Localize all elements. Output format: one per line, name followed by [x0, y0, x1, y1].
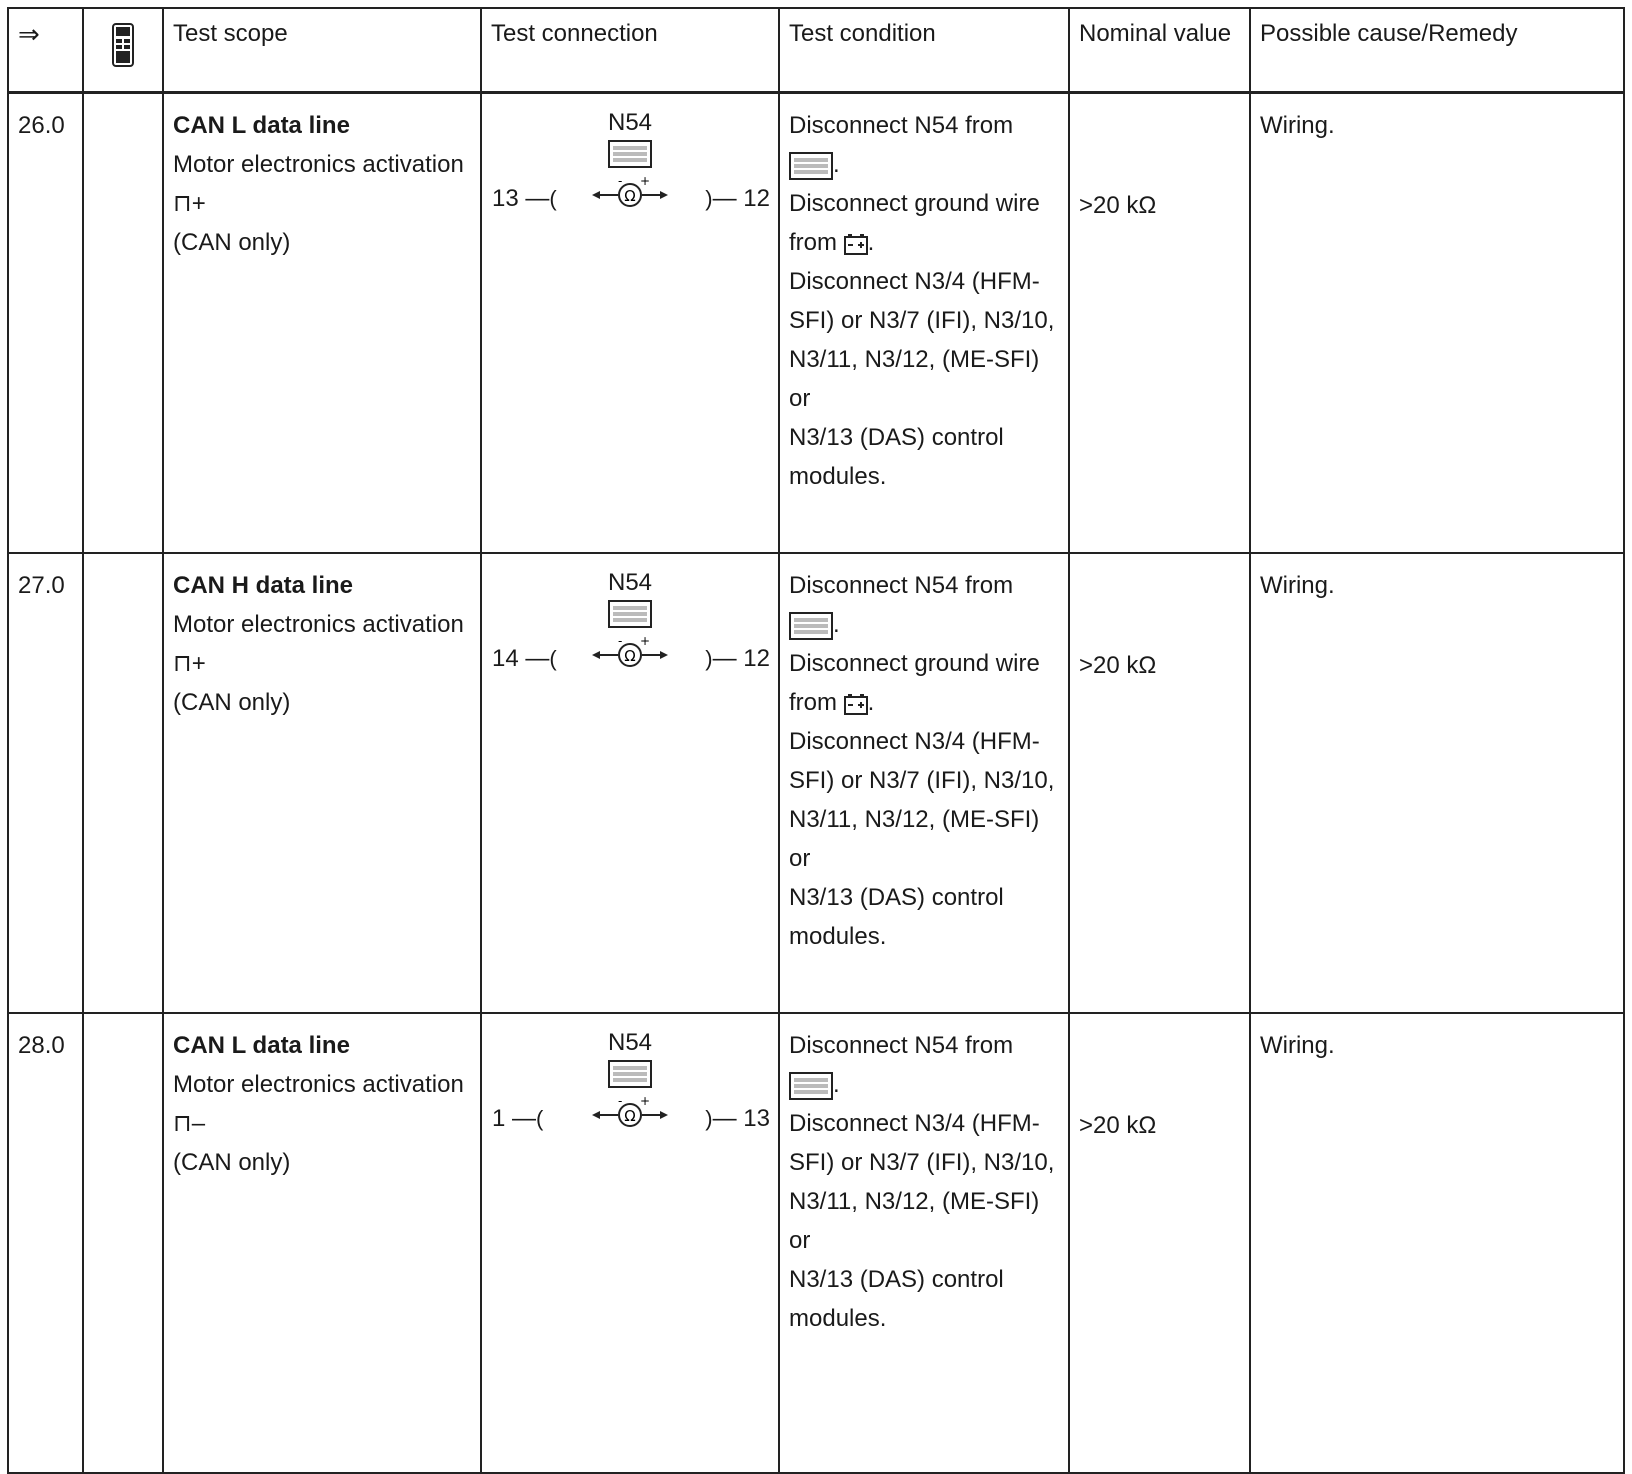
scope-title: CAN L data line: [173, 1032, 350, 1059]
connector-plug-icon: (: [536, 1106, 544, 1131]
connector-plug-icon: ): [705, 186, 713, 211]
module-label: N54: [607, 569, 653, 596]
module-label: N54: [607, 1029, 653, 1056]
test-procedure-table: [7, 7, 1625, 1474]
header-nominal-value: Nominal value: [1069, 8, 1250, 93]
condition-line: SFI) or N3/7 (IFI), N3/10,: [789, 1149, 1055, 1176]
svg-text:-: -: [618, 176, 623, 188]
svg-text:Ω: Ω: [624, 187, 636, 205]
test-condition-cell: [779, 93, 1069, 554]
pin-right: )— 12: [705, 185, 770, 212]
connector-plug-icon: (: [549, 646, 557, 671]
control-module-icon: [789, 152, 833, 180]
svg-text:-: -: [618, 636, 623, 648]
condition-line: SFI) or N3/7 (IFI), N3/10,: [789, 767, 1055, 794]
condition-line: Disconnect N3/4 (HFM-: [789, 728, 1040, 755]
condition-line: Disconnect ground wire: [789, 650, 1040, 677]
svg-text:Ω: Ω: [624, 1107, 636, 1125]
tester-cell: [83, 1013, 163, 1473]
test-connection-cell: [481, 1013, 779, 1473]
condition-line: from .: [789, 229, 875, 256]
table-row: [8, 93, 1624, 554]
battery-icon: [844, 693, 868, 715]
pin-left-number: 14: [492, 645, 519, 672]
condition-line: SFI) or N3/7 (IFI), N3/10,: [789, 307, 1055, 334]
svg-text:-: -: [618, 1096, 623, 1108]
condition-line: N3/13 (DAS) control: [789, 424, 1004, 451]
condition-line: from .: [789, 689, 875, 716]
battery-icon: [844, 233, 868, 255]
svg-text:+: +: [640, 636, 651, 648]
pin-right: )— 12: [705, 645, 770, 672]
svg-text:+: +: [640, 1096, 651, 1108]
scope-symbol: ⊓–: [173, 1110, 206, 1137]
tester-cell: [83, 93, 163, 554]
control-module-icon: [608, 140, 652, 168]
ohmmeter-icon: [590, 1096, 670, 1130]
condition-line: Disconnect N54 from .: [789, 572, 1014, 638]
condition-line: Disconnect N54 from .: [789, 1032, 1014, 1098]
remedy-cell: Wiring.: [1250, 553, 1624, 1013]
connector-plug-icon: (: [549, 186, 557, 211]
connector-plug-icon: ): [705, 646, 713, 671]
ohmmeter-icon: [590, 636, 670, 670]
scope-line: Motor electronics activation: [173, 611, 464, 638]
condition-line: N3/11, N3/12, (ME-SFI) or: [789, 806, 1040, 872]
svg-text:+: +: [640, 176, 651, 188]
condition-line: Disconnect N3/4 (HFM-: [789, 1110, 1040, 1137]
test-connection-cell: [481, 93, 779, 554]
header-test-condition: Test condition: [779, 8, 1069, 93]
test-scope-cell: [163, 93, 481, 554]
scope-line: (CAN only): [173, 1149, 291, 1176]
condition-line: N3/13 (DAS) control: [789, 884, 1004, 911]
header-test-connection: Test connection: [481, 8, 779, 93]
header-arrow: ⇒: [8, 8, 83, 93]
scope-title: CAN H data line: [173, 572, 354, 599]
tester-cell: [83, 553, 163, 1013]
scope-title: CAN L data line: [173, 112, 350, 139]
test-connection-cell: [481, 553, 779, 1013]
nominal-value: >20 kΩ: [1069, 553, 1250, 1013]
header-tester: [83, 8, 163, 93]
remedy-cell: Wiring.: [1250, 93, 1624, 554]
condition-line: Disconnect N3/4 (HFM-: [789, 268, 1040, 295]
pin-left: 13 —(: [492, 185, 557, 212]
control-module-icon: [608, 1060, 652, 1088]
condition-line: Disconnect ground wire: [789, 190, 1040, 217]
scope-symbol: ⊓+: [173, 650, 206, 677]
module-label: N54: [607, 109, 653, 136]
control-module-icon: [789, 612, 833, 640]
connector-plug-icon: ): [705, 1106, 713, 1131]
pin-left: 14 —(: [492, 645, 557, 672]
scope-line: Motor electronics activation: [173, 151, 464, 178]
header-test-scope: Test scope: [163, 8, 481, 93]
condition-line: modules.: [789, 463, 887, 490]
pin-left-number: 13: [492, 185, 519, 212]
header-row: [8, 8, 1624, 93]
pin-right-number: 12: [743, 185, 770, 212]
pin-left-number: 1: [492, 1105, 506, 1132]
condition-line: N3/11, N3/12, (ME-SFI) or: [789, 346, 1040, 412]
pin-left: 1 —(: [492, 1105, 544, 1132]
scope-line: (CAN only): [173, 689, 291, 716]
remedy-cell: Wiring.: [1250, 1013, 1624, 1473]
step-number: 26.0: [8, 93, 83, 554]
header-remedy: Possible cause/Remedy: [1250, 8, 1624, 93]
pin-right: )— 13: [705, 1105, 770, 1132]
condition-line: N3/13 (DAS) control: [789, 1266, 1004, 1293]
scope-line: Motor electronics activation: [173, 1071, 464, 1098]
pin-right-number: 13: [743, 1105, 770, 1132]
test-scope-cell: [163, 1013, 481, 1473]
table-row: [8, 1013, 1624, 1473]
condition-line: N3/11, N3/12, (ME-SFI) or: [789, 1188, 1040, 1254]
table-row: [8, 553, 1624, 1013]
step-number: 27.0: [8, 553, 83, 1013]
condition-line: modules.: [789, 1305, 887, 1332]
nominal-value: >20 kΩ: [1069, 1013, 1250, 1473]
test-scope-cell: [163, 553, 481, 1013]
condition-line: modules.: [789, 923, 887, 950]
test-condition-cell: [779, 553, 1069, 1013]
control-module-icon: [789, 1072, 833, 1100]
scope-line: (CAN only): [173, 229, 291, 256]
pin-right-number: 12: [743, 645, 770, 672]
test-condition-cell: [779, 1013, 1069, 1473]
handheld-tester-icon: [112, 23, 134, 67]
svg-text:Ω: Ω: [624, 647, 636, 665]
condition-line: Disconnect N54 from .: [789, 112, 1014, 178]
control-module-icon: [608, 600, 652, 628]
nominal-value: >20 kΩ: [1069, 93, 1250, 554]
step-number: 28.0: [8, 1013, 83, 1473]
scope-symbol: ⊓+: [173, 190, 206, 217]
ohmmeter-icon: [590, 176, 670, 210]
